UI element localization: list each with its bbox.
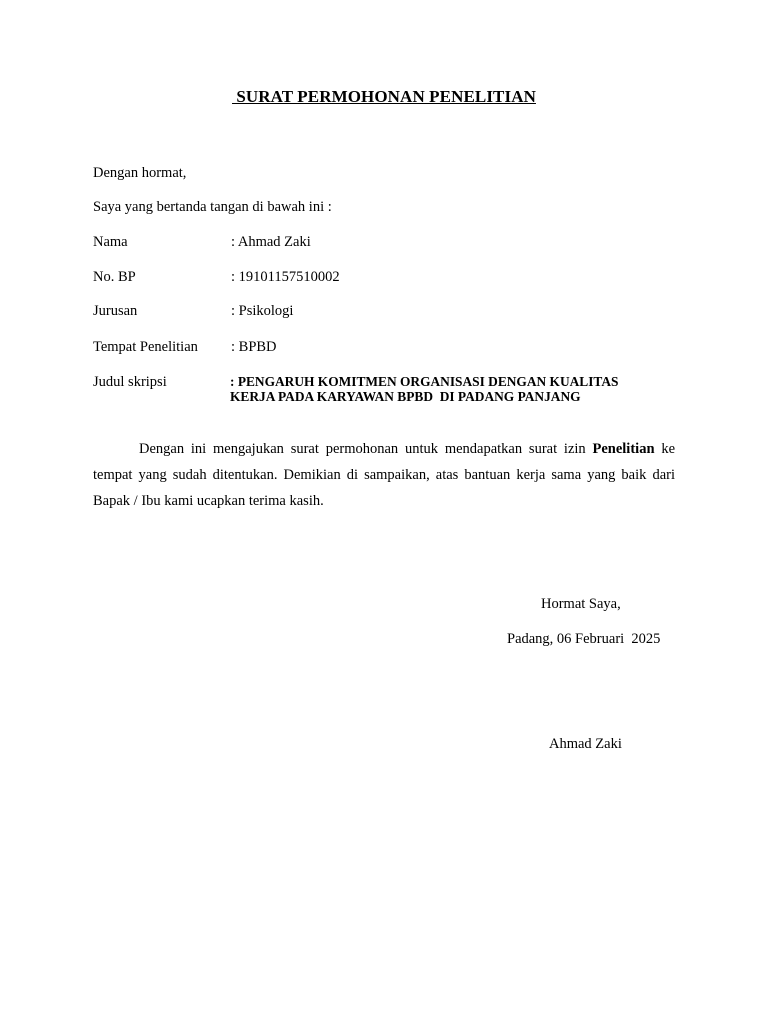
field-label-nama: Nama: [93, 234, 128, 250]
judul-line-1: PENGARUH KOMITMEN ORGANISASI DENGAN KUALITAS: [237, 374, 619, 389]
field-value-judul: [230, 374, 619, 404]
field-value-no-bp: : 19101157510002: [231, 269, 340, 285]
field-label-jurusan: Jurusan: [93, 303, 138, 319]
closing-salutation: Hormat Saya,: [541, 596, 621, 612]
field-label-no-bp: No. BP: [93, 269, 136, 285]
body-text-part2: ke tempat yang sudah ditentukan. Demikian di sampaikan, atas bantuan kerja sama yang baik dari Bapak / Ibu kami ucapkan terima kasih.: [93, 441, 676, 509]
field-label-tempat: Tempat Penelitian: [93, 339, 198, 355]
body-paragraph: [93, 436, 675, 514]
closing-place-date: Padang, 06 Februari 2025: [507, 631, 661, 647]
field-value-jurusan: : Psikologi: [231, 303, 294, 319]
signer-name: Ahmad Zaki: [549, 736, 622, 752]
judul-line-2: KERJA PADA KARYAWAN BPBD DI PADANG PANJANG: [230, 389, 581, 404]
greeting: Dengan hormat,: [93, 165, 187, 181]
intro-text: Saya yang bertanda tangan di bawah ini :: [93, 199, 332, 215]
field-value-nama: : Ahmad Zaki: [231, 234, 311, 250]
field-value-tempat: : BPBD: [231, 339, 277, 355]
field-label-judul: Judul skripsi: [93, 374, 167, 390]
body-text-part1: Dengan ini mengajukan surat permohonan untuk mendapatkan surat izin: [139, 441, 593, 457]
judul-colon: :: [230, 374, 238, 389]
letter-title: SURAT PERMOHONAN PENELITIAN: [232, 87, 536, 106]
body-text-bold: Penelitian: [592, 441, 655, 457]
